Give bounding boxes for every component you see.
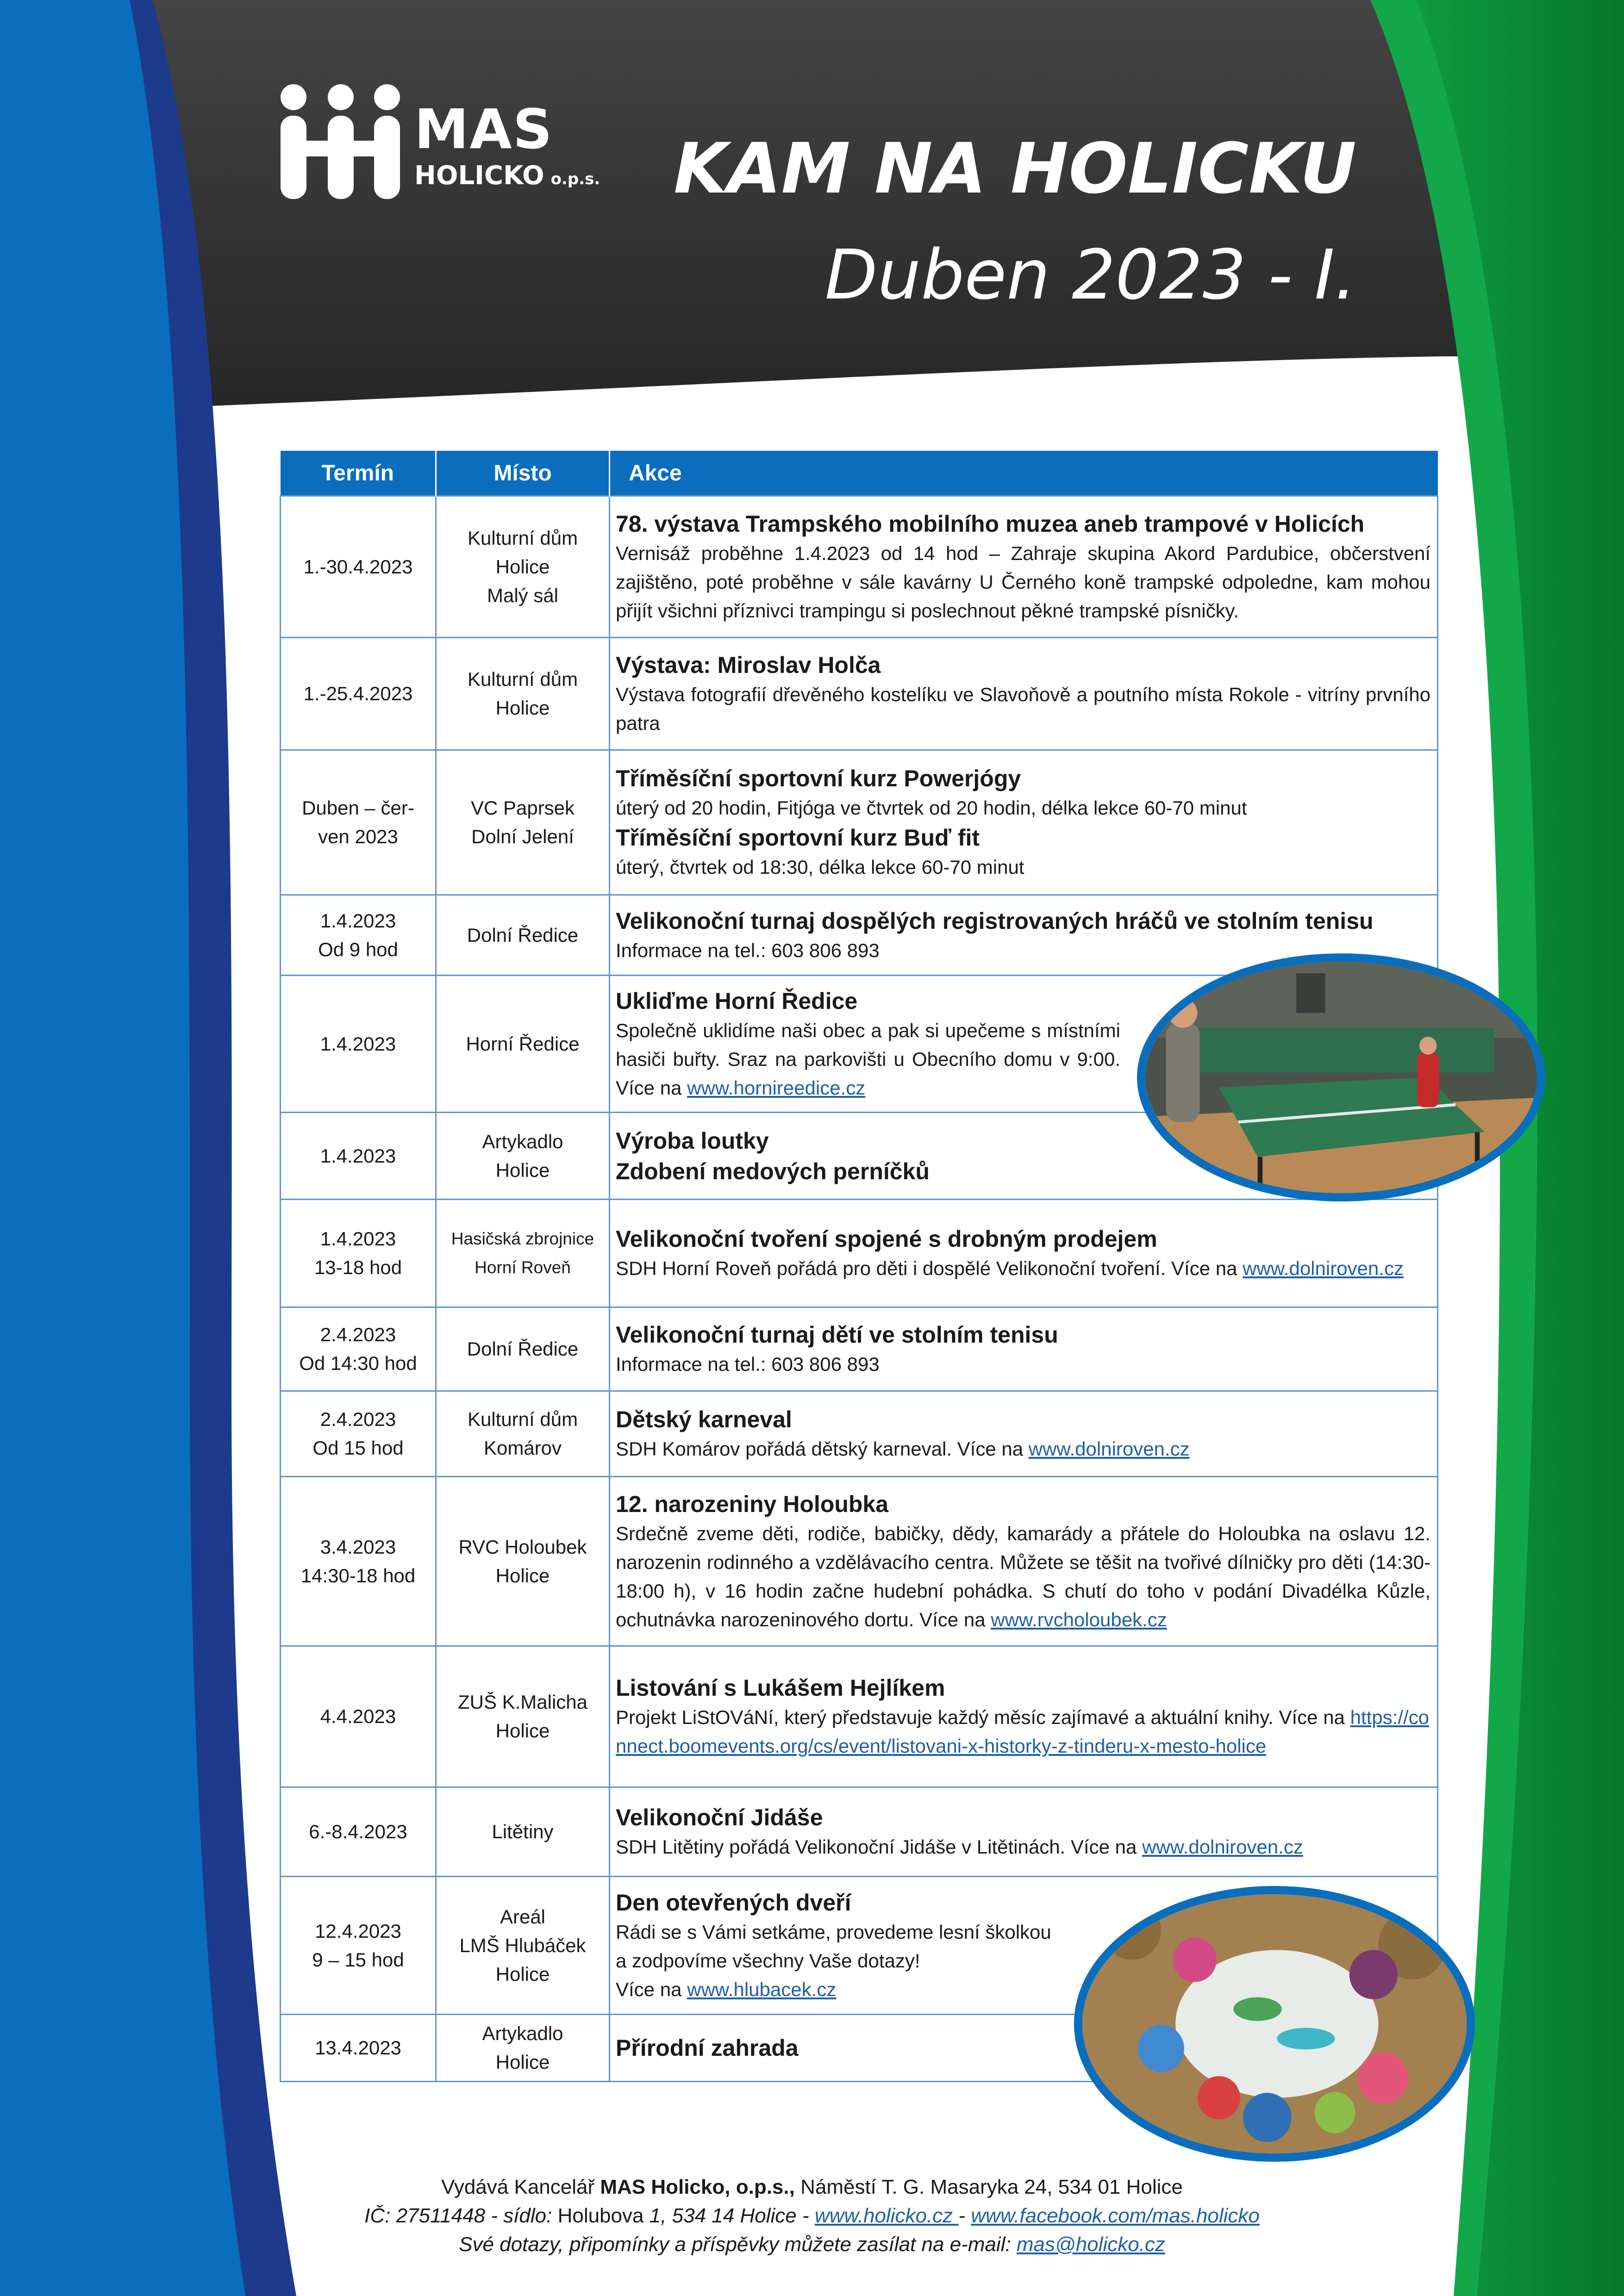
header-misto: Místo — [436, 451, 610, 496]
cell-place: RVC Holoubek Holice — [436, 1477, 610, 1646]
footer-line-2: IČ: 27511448 - sídlo: Holubova 1, 534 14 Holice - www.holicko.cz - www.facebook.com/mas.holicko — [364, 2204, 1260, 2227]
cell-event — [610, 1391, 1438, 1477]
event-title: Ukliďme Horní Ředice — [616, 988, 858, 1014]
cell-date: 6.-8.4.2023 — [281, 1787, 436, 1877]
event-title: Velikonoční turnaj dospělých registrovaných hráčů ve stolním tenisu — [616, 908, 1374, 934]
event-desc: SDH Horní Roveň pořádá pro děti i dospělé Velikonoční tvoření. Více na www.dolniroven.cz — [616, 1257, 1404, 1279]
cell-event — [610, 1477, 1438, 1646]
logo-figures-icon — [278, 83, 403, 204]
footer — [0, 2173, 1624, 2259]
table-row — [281, 638, 1438, 750]
event-desc: úterý od 20 hodin, Fitjóga ve čtvrtek od 20 hodin, délka lekce 60-70 minut — [616, 797, 1247, 819]
event-title: Tříměsíční sportovní kurz Powerjógy — [616, 765, 1021, 791]
event-desc: SDH Komárov pořádá dětský karneval. Více na www.dolniroven.cz — [616, 1438, 1190, 1460]
cell-place: ZUŠ K.Malicha Holice — [436, 1646, 610, 1787]
event-desc: Výstava fotografií dřevěného kostelíku ve Slavoňově a poutního místa Rokole - vitríny prvního patra — [616, 684, 1430, 734]
event-title: Dětský karneval — [616, 1406, 792, 1432]
cell-event — [610, 1307, 1438, 1391]
table-tennis-illustration — [1137, 953, 1545, 1201]
table-row — [281, 1391, 1438, 1477]
mas-holicko-logo — [278, 83, 630, 208]
event-title: Výroba loutky — [616, 1127, 769, 1154]
event-link[interactable]: www.rvcholoubek.cz — [991, 1608, 1167, 1630]
logo-sub: HOLICKO o.p.s. — [414, 161, 600, 191]
table-row — [281, 1646, 1438, 1787]
cell-event — [610, 1646, 1438, 1787]
cell-date: 4.4.2023 — [281, 1646, 436, 1787]
cell-place: VC Paprsek Dolní Jelení — [436, 750, 610, 895]
cell-date: 1.4.2023 13-18 hod — [281, 1200, 436, 1307]
cell-date: 2.4.2023 Od 15 hod — [281, 1391, 436, 1477]
event-title: Den otevřených dveří — [616, 1889, 851, 1916]
cell-place: Kulturní dům Komárov — [436, 1391, 610, 1477]
event-title: Velikonoční tvoření spojené s drobným prodejem — [616, 1226, 1157, 1252]
cell-date: 13.4.2023 — [281, 2015, 436, 2082]
footer-line-1: Vydává Kancelář MAS Holicko, o.p.s., Náměstí T. G. Masaryka 24, 534 01 Holice — [441, 2176, 1183, 2198]
cell-date: 1.4.2023 — [281, 976, 436, 1113]
event-title: 78. výstava Trampského mobilního muzea aneb trampové v Holicích — [616, 510, 1365, 537]
cell-place: Artykadlo Holice — [436, 2015, 610, 2082]
cell-place: Kulturní dům Holice Malý sál — [436, 496, 610, 638]
cell-date: 3.4.2023 14:30-18 hod — [281, 1477, 436, 1646]
cell-place: Hasičská zbrojnice Horní Roveň — [436, 1200, 610, 1307]
cell-event — [610, 750, 1438, 895]
event-title: Výstava: Miroslav Holča — [616, 652, 881, 678]
cell-place: Litětiny — [436, 1787, 610, 1877]
event-title: Listování s Lukášem Hejlíkem — [616, 1675, 945, 1701]
event-desc-2: úterý, čtvrtek od 18:30, délka lekce 60-70 minut — [616, 856, 1024, 878]
event-title: Velikonoční Jidáše — [616, 1804, 823, 1830]
photo-table-tennis — [1137, 953, 1545, 1201]
cell-date: 2.4.2023 Od 14:30 hod — [281, 1307, 436, 1391]
table-row — [281, 1200, 1438, 1307]
event-title: Přírodní zahrada — [616, 2035, 799, 2061]
table-header-row — [281, 451, 1438, 496]
event-desc: Informace na tel.: 603 806 893 — [616, 1353, 880, 1375]
logo-suffix: o.p.s. — [550, 170, 600, 188]
cell-event — [610, 638, 1438, 750]
event-link[interactable]: www.dolniroven.cz — [1142, 1836, 1303, 1858]
cell-place: Artykadlo Holice — [436, 1113, 610, 1200]
table-row — [281, 1477, 1438, 1646]
table-row — [281, 750, 1438, 895]
event-link[interactable]: https://connect.boomevents.org/cs/event/listovani-x-historky-z-tinderu-x-mesto-holice — [616, 1706, 1430, 1757]
cell-place: Dolní Ředice — [436, 1307, 610, 1391]
event-link[interactable]: www.hlubacek.cz — [687, 1978, 837, 2000]
event-desc: Srdečně zveme děti, rodiče, babičky, dědy, kamarády a přátele do Holoubka na oslavu 12. narozenin rodinného a vzdělávacího centra. Můžete se těšit na tvořivé dílničky pro děti (14:30-18:00 h), v 16 hodin začne hudební pohádka. S chutí do toho v podání Divadélka Kůzle, ochutnávka narozeninového dortu. Více na www.rvcholoubek.cz — [616, 1522, 1430, 1630]
event-link[interactable]: www.dolniroven.cz — [1028, 1438, 1190, 1460]
event-title: Velikonoční turnaj dětí ve stolním tenisu — [616, 1322, 1058, 1348]
header-akce: Akce — [610, 451, 1438, 496]
event-desc: Společně uklidíme naši obec a pak si upečeme s místními hasiči buřty. Sraz na parkovišti u Obecního domu v 9:00. Více na www.hornireedice.cz — [616, 1019, 1120, 1099]
event-desc: Vernisáž proběhne 1.4.2023 od 14 hod – Zahraje skupina Akord Pardubice, občerstvení zajištěno, poté proběhne v sále kavárny U Černého koně trampské odpoledne, kam mohou přijít všichni příznivci trampingu si poslechnout pěkné trampské písničky. — [616, 542, 1430, 622]
cell-place: Dolní Ředice — [436, 895, 610, 976]
event-title-2: Tříměsíční sportovní kurz Buď fit — [616, 825, 980, 851]
table-row — [281, 1307, 1438, 1391]
cell-event — [610, 1787, 1438, 1877]
page-title: KAM NA HOLICKU — [674, 129, 1356, 209]
event-title-2: Zdobení medových perníčků — [616, 1158, 930, 1184]
event-desc: Informace na tel.: 603 806 893 — [616, 939, 880, 961]
cell-event — [610, 496, 1438, 638]
cell-place: Horní Ředice — [436, 976, 610, 1113]
cell-date: 1.4.2023 Od 9 hod — [281, 895, 436, 976]
event-link[interactable]: www.dolniroven.cz — [1243, 1257, 1404, 1279]
cell-date: 1.4.2023 — [281, 1113, 436, 1200]
photo-kindergarten — [1074, 1886, 1475, 2162]
cell-date: Duben – čer- ven 2023 — [281, 750, 436, 895]
cell-date: 1.-30.4.2023 — [281, 496, 436, 638]
footer-facebook-link[interactable]: www.facebook.com/mas.holicko — [971, 2204, 1260, 2227]
table-row — [281, 1787, 1438, 1877]
kindergarten-illustration — [1074, 1886, 1475, 2162]
page-subtitle: Duben 2023 - I. — [824, 235, 1356, 315]
header-termin: Termín — [281, 451, 436, 496]
cell-event — [610, 1200, 1438, 1307]
footer-line-3: Své dotazy, připomínky a příspěvky můžete zasílat na e-mail: mas@holicko.cz — [459, 2233, 1165, 2256]
events-table — [280, 451, 1438, 2082]
footer-email-link[interactable]: mas@holicko.cz — [1016, 2233, 1165, 2256]
event-title: 12. narozeniny Holoubka — [616, 1491, 889, 1517]
cell-place: Kulturní dům Holice — [436, 638, 610, 750]
table-row — [281, 496, 1438, 638]
cell-date: 1.-25.4.2023 — [281, 638, 436, 750]
event-desc: Rádi se s Vámi setkáme, provedeme lesní školkou a zodpovíme všechny Vaše dotazy! Více na www.hlubacek.cz — [616, 1921, 1051, 2000]
event-desc: SDH Litětiny pořádá Velikonoční Jidáše v Litětinách. Více na www.dolniroven.cz — [616, 1836, 1303, 1858]
cell-date: 12.4.2023 9 – 15 hod — [281, 1877, 436, 2015]
event-link[interactable]: www.hornireedice.cz — [687, 1076, 866, 1099]
logo-name: MAS — [414, 97, 553, 161]
cell-place: Areál LMŠ Hlubáček Holice — [436, 1877, 610, 2015]
footer-web-link[interactable]: www.holicko.cz — [814, 2204, 959, 2227]
event-desc: Projekt LiStOVáNí, který představuje každý měsíc zajímavé a aktuální knihy. Více na https://connect.boomevents.org/cs/event/listovani-x-historky-z-tinderu-x-mesto-holice — [616, 1706, 1430, 1757]
